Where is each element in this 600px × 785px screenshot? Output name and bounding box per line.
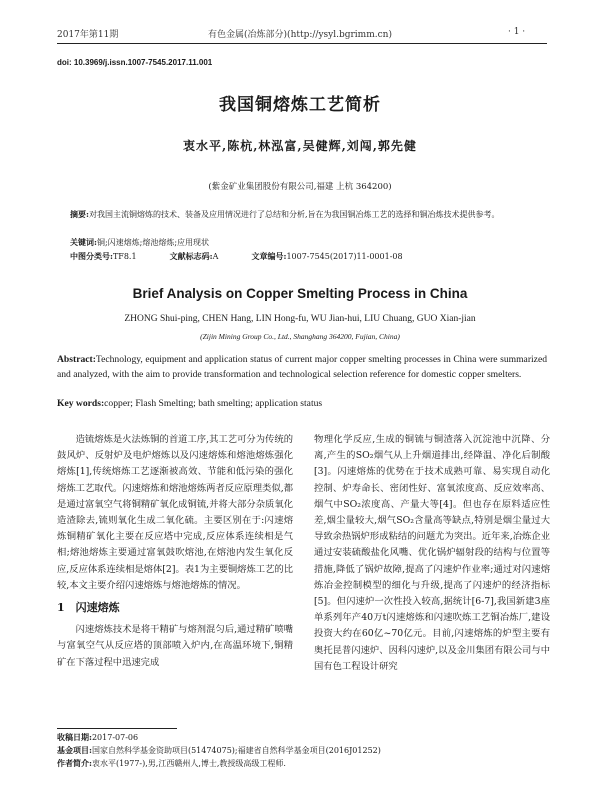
article-no-value: 1007-7545(2017)11-0001-08: [286, 252, 403, 261]
doi: doi: 10.3969/j.issn.1007-7545.2017.11.001: [57, 58, 213, 67]
section-1-paragraph: 闪速熔炼技术是将干精矿与熔剂混匀后,通过精矿喷嘴与富氧空气从反应塔的顶部喷入炉内,在高温环境下,铜精矿在下落过程中迅速完成: [57, 624, 293, 668]
english-affiliation: (Zijin Mining Group Co., Ltd., Shanghang 364200, Fujian, China): [200, 332, 400, 341]
journal-name: 有色金属(冶炼部分)(http://ysyl.bgrimm.cn): [208, 30, 392, 40]
chinese-authors: 衷水平,陈杭,林泓富,吴健辉,刘闯,郭先健: [183, 139, 417, 153]
chinese-keywords: [70, 236, 540, 249]
english-title: Brief Analysis on Copper Smelting Process in China: [132, 286, 468, 301]
abstract-label: 摘要:: [70, 209, 89, 219]
chinese-title: 我国铜熔炼工艺简析: [219, 95, 381, 115]
intro-paragraph: 造锍熔炼是火法炼铜的首道工序,其工艺可分为传统的鼓风炉、反射炉及电炉熔炼以及闪速熔炼和熔池熔炼强化熔炼[1],传统熔炼工艺逐渐被高效、节能和低污染的强化熔炼工艺取代。闪速熔炼和熔池熔炼两者反应原理类似,都是通过富氧空气将铜精矿氧化成铜锍,并将大部分杂质氧化造渣除去,锍则氧化生成二氧化硫。主要区别在于:闪速熔炼铜精矿氧化主要在反应塔中完成,反应体系连续相是气相;熔池熔炼主要通过富氧鼓吹熔池,在熔池内发生氧化反应,反应体系连续相是熔体[2]。表1为主要铜熔炼工艺的比较,本文主要介绍闪速熔炼与熔池熔炼的情况。: [57, 434, 293, 591]
left-column: [57, 432, 293, 671]
classification-line: [70, 250, 540, 263]
section-1-heading: 1 闪速熔炼: [57, 601, 120, 615]
english-authors: ZHONG Shui-ping, CHEN Hang, LIN Hong-fu, WU Jian-hui, LIU Chuang, GUO Xian-jian: [124, 314, 476, 324]
english-keywords-text: copper; Flash Smelting; bath smelting; application status: [104, 398, 323, 409]
chinese-abstract: [70, 208, 540, 221]
english-keywords-label: Key words:: [57, 398, 105, 409]
right-column: [314, 432, 550, 675]
english-abstract-text: Technology, equipment and application status of current major copper smelting processes in China were summarized and analyzed, with the aim to provide transformation and technological selection reference for domestic copper smelters.: [57, 354, 547, 380]
clc-value: TF8.1: [112, 252, 137, 261]
english-abstract-label: Abstract:: [57, 354, 96, 365]
footnote-fund: 基金项目:国家自然科学基金资助项目(51474075);福建省自然科学基金项目(2016J01252): [57, 745, 381, 755]
clc-label: 中图分类号:: [70, 251, 113, 261]
english-keywords: [57, 398, 322, 409]
keywords-label: 关键词:: [70, 237, 97, 247]
footnote-rule: [57, 728, 177, 729]
abstract-text: 对我国主流铜熔炼的技术、装备及应用情况进行了总结和分析,旨在为我国铜冶炼工艺的选择和铜冶炼技术提供参考。: [88, 210, 500, 219]
page-number: · 1 ·: [508, 27, 526, 37]
footnote-author: 作者简介:衷水平(1977-),男,江西赣州人,博士,教授级高级工程师.: [57, 758, 286, 768]
english-abstract: [57, 352, 547, 382]
article-no-label: 文章编号:: [251, 251, 287, 261]
doc-code-label: 文献标志码:: [169, 251, 213, 261]
header-rule: [57, 43, 547, 44]
keywords-text: 铜;闪速熔炼;熔池熔炼;应用现状: [96, 238, 210, 247]
doc-code-value: A: [212, 252, 219, 261]
issue-label: 2017年第11期: [57, 30, 119, 40]
continued-paragraph: 物理化学反应,生成的铜锍与铜渣落入沉淀池中沉降、分离,产生的SO₂烟气从上升烟道排出,经降温、净化后制酸[3]。闪速熔炼的优势在于技术成熟可靠、易实现自动化控制、炉寿命长、密闭性好、富氧浓度高、反应效率高、烟气中SO₂浓度高、产量大等[4]。但也存在原料适应性差,烟尘量较大,烟气SO₂含量高等缺点,特别是烟尘量过大导致余热锅炉形成粘结的问题尤为突出。近年来,冶炼企业通过安装硫酸盐化风嘴、优化锅炉辐射段的结构与位置等措施,降低了锅炉故障,提高了闪速炉作业率;通过对闪速熔炼冶金控制模型的细化与升级,提高了闪速炉的经济指标[5]。但闪速炉一次性投入较高,据统计[6-7],我国新建3座单系列年产40万t闪速熔炼和闪速吹炼工艺铜冶炼厂,建设投资大约在60亿~70亿元。目前,闪速熔炼的炉型主要有奥托昆普闪速炉、因科闪速炉,以及金川集团有限公司与中国有色工程设计研究: [314, 434, 550, 672]
footnote-received: 收稿日期:2017-07-06: [57, 732, 139, 742]
chinese-affiliation: (紫金矿业集团股份有限公司,福建 上杭 364200): [208, 182, 392, 192]
